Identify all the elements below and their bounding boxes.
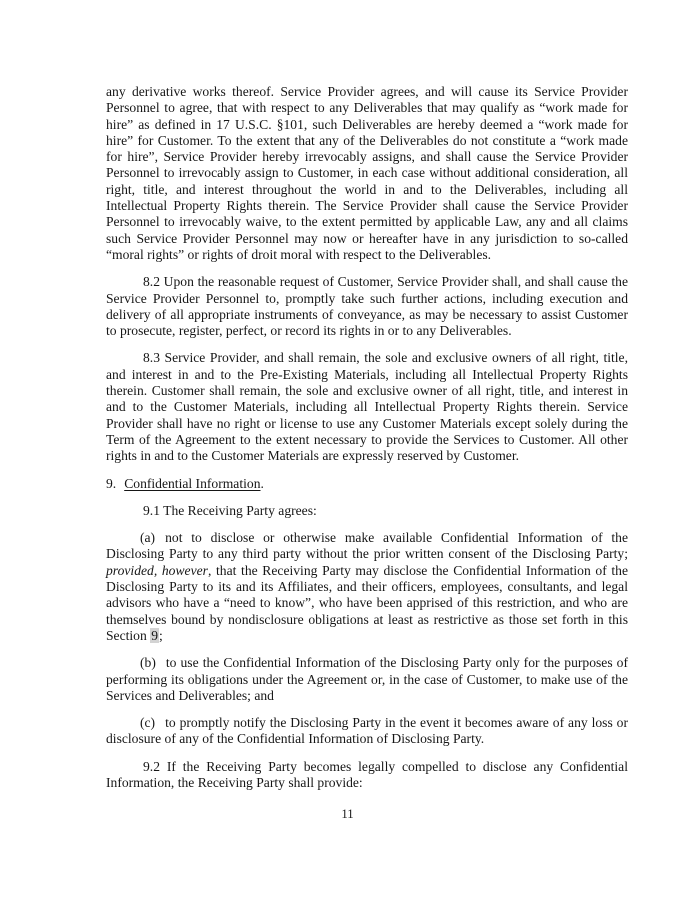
clause-a-label: (a): [140, 530, 156, 546]
clause-a-text-1: not to disclose or otherwise make available Confidential Information of the Disclosing Party to any third party without the prior written consent of the Disclosing Party;: [106, 530, 628, 562]
clause-a-text-2: , that the Receiving Party may disclose the Confidential Information of the Disclosing Party to its and its Affiliates, and their officers, employees, consultants, and legal advisors who have a “need to know”, who have been apprised of this restriction, and who are themselves bound by nondisclosure obligations at least as restrictive as those set forth in this Section: [106, 562, 629, 643]
clause-b-label: (b): [140, 655, 156, 671]
clause-b-text: to use the Confidential Information of the Disclosing Party only for the purposes of performing its obligations under the Agreement or, in the case of Customer, to make use of the Services and Deliverables; and: [106, 655, 628, 703]
clause-c: [106, 715, 628, 748]
section-9-title-period: .: [260, 475, 264, 491]
section-9-number: 9.: [106, 475, 117, 491]
clause-a-text-3: ;: [158, 627, 163, 643]
paragraph-9-1: 9.1 The Receiving Party agrees:: [143, 502, 317, 518]
section-9-cross-reference: 9: [151, 627, 158, 643]
paragraph-8-2: 8.2 Upon the reasonable request of Customer, Service Provider shall, and shall cause the Service Provider Personnel to, promptly take such further actions, including execution and delivery of all appropriate instruments of conveyance, as may be necessary to assist Customer to prosecute, register, perfect, or record its rights in or to any Deliverables.: [106, 274, 628, 339]
page-number: 11: [341, 807, 354, 821]
clause-c-label: (c): [140, 715, 156, 731]
clause-b: [106, 655, 628, 704]
paragraph-continuation: any derivative works thereof. Service Provider agrees, and will cause its Service Provider Personnel to agree, that with respect to any Deliverables that may qualify as “work made for hire” as defined in 17 U.S.C. §101, such Deliverables are hereby deemed a “work made for hire” for Customer. To the extent that any of the Deliverables do not constitute a “work made for hire”, Service Provider hereby irrevocably assigns, and shall cause the Service Provider Personnel to irrevocably assign to Customer, in each case without additional consideration, all right, title, and interest throughout the world in and to the Deliverables, including all Intellectual Property Rights therein. The Service Provider shall cause the Service Provider Personnel to irrevocably waive, to the extent permitted by applicable Law, any and all claims such Service Provider Personnel may now or hereafter have in any jurisdiction to so-called “moral rights” or rights of droit moral with respect to the Deliverables.: [106, 84, 628, 262]
paragraph-9-2: 9.2 If the Receiving Party becomes legally compelled to disclose any Confidential Information, the Receiving Party shall provide:: [106, 758, 628, 790]
provided-however-italic: provided, however: [106, 562, 208, 578]
section-9-title: Confidential Information: [124, 475, 261, 491]
section-9-heading: [106, 476, 628, 492]
clause-c-text: to promptly notify the Disclosing Party in the event it becomes aware of any loss or disclosure of any of the Confidential Information of Disclosing Party.: [106, 715, 628, 747]
paragraph-8-3: 8.3 Service Provider, and shall remain, the sole and exclusive owners of all right, title, and interest in and to the Pre-Existing Materials, including all Intellectual Property Rights therein. Customer shall remain, the sole and exclusive owner of all right, title, and interest in and to the Customer Materials, including all Intellectual Property Rights therein. Service Provider shall have no right or license to use any Customer Materials except solely during the Term of the Agreement to the extent necessary to provide the Services to Customer. All other rights in and to the Customer Materials are expressly reserved by Customer.: [106, 350, 628, 464]
clause-a: [106, 530, 628, 644]
